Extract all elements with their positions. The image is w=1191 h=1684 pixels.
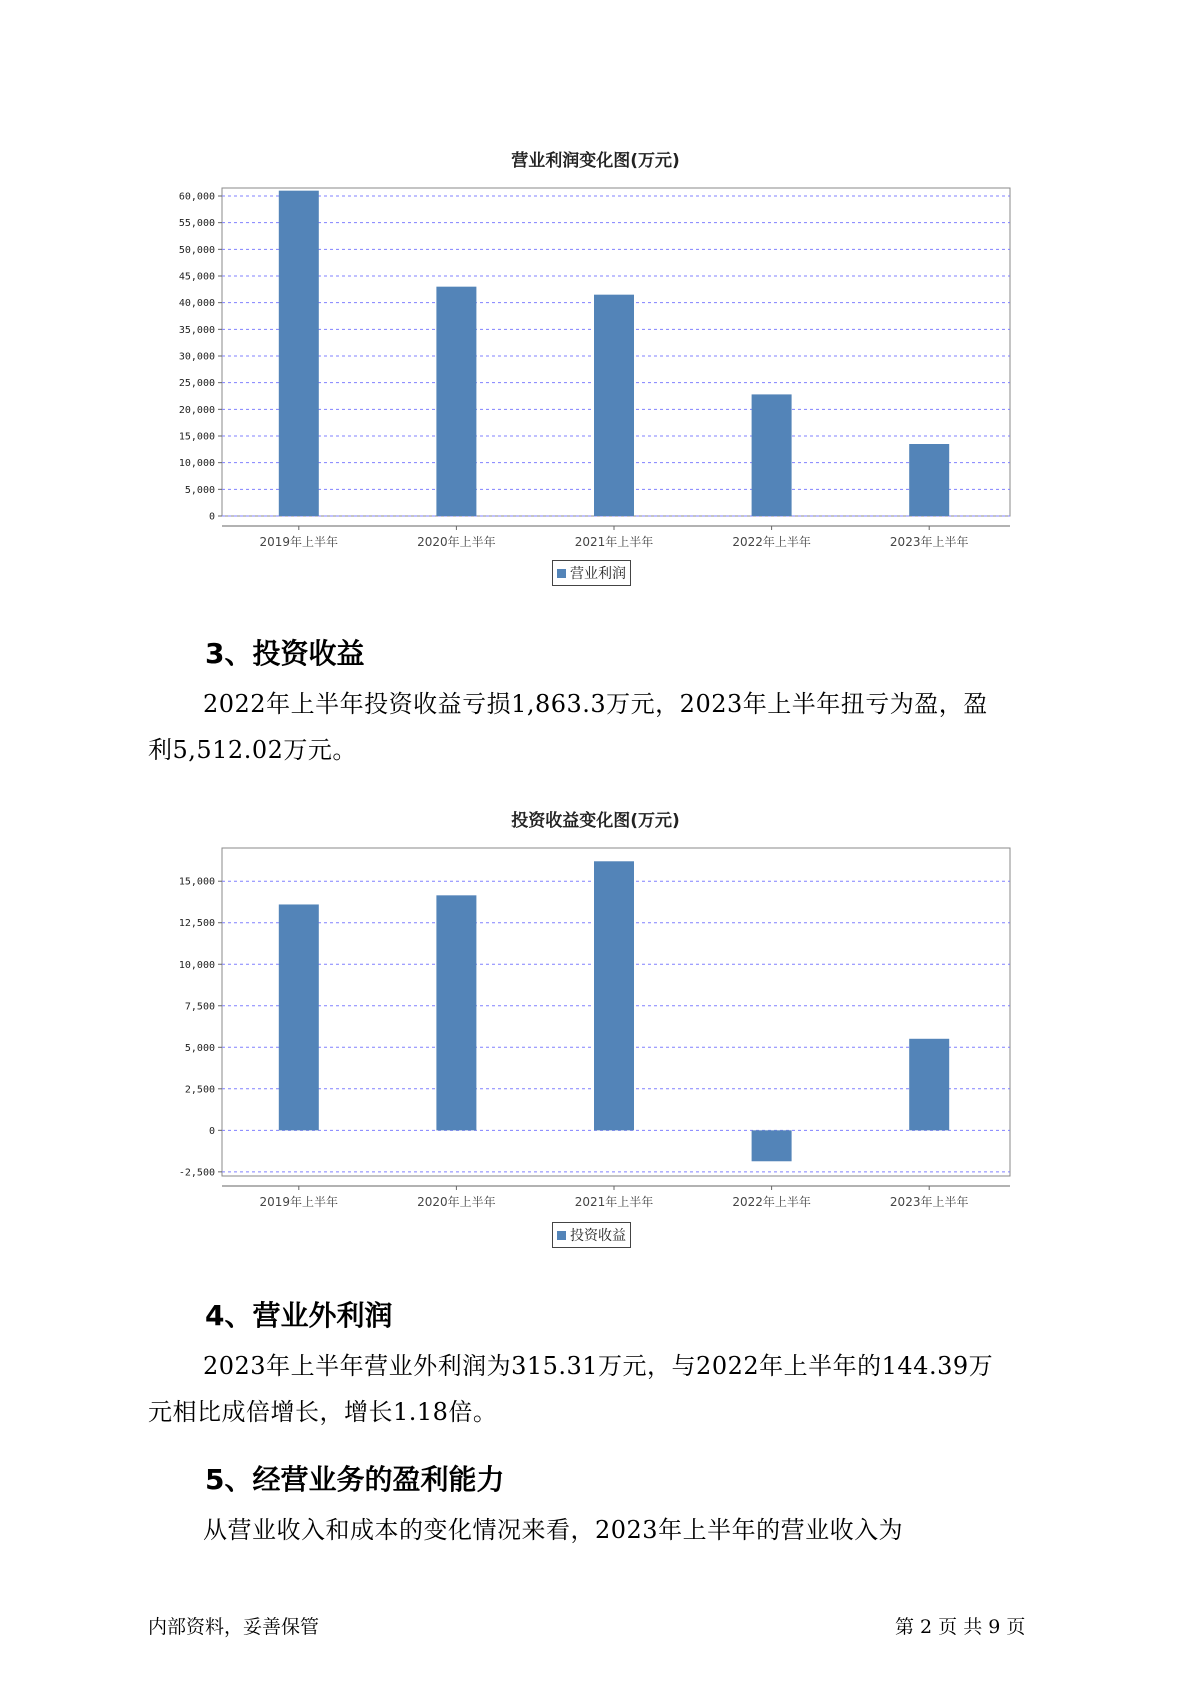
bar	[279, 904, 319, 1130]
y-tick-label: 55,000	[178, 218, 215, 230]
y-tick-label: 25,000	[178, 378, 215, 390]
y-tick-label: 45,000	[178, 271, 215, 283]
y-tick-label: 35,000	[178, 324, 215, 336]
x-tick-label: 2022年上半年	[732, 535, 811, 549]
y-tick-label: 5,000	[184, 484, 215, 496]
section5-line1: 从营业收入和成本的变化情况来看，2023年上半年的营业收入为	[203, 1516, 904, 1544]
x-tick-label: 2021年上半年	[574, 1195, 654, 1209]
section5-heading: 5、经营业务的盈利能力	[205, 1463, 505, 1496]
legend-swatch	[557, 1231, 566, 1240]
chart1-title: 营业利润变化图(万元)	[511, 151, 680, 171]
y-tick-label: 2,500	[184, 1084, 215, 1096]
chart2-legend-label: 投资收益	[570, 1228, 626, 1244]
y-tick-label: 15,000	[178, 876, 215, 888]
y-tick-label: 12,500	[178, 918, 215, 930]
y-tick-label: 50,000	[178, 244, 215, 256]
x-tick-label: 2019年上半年	[259, 1195, 339, 1209]
section4-line1: 2023年上半年营业外利润为315.31万元，与2022年上半年的144.39万	[203, 1352, 994, 1380]
x-tick-label: 2023年上半年	[889, 535, 969, 549]
y-tick-label: 0	[208, 1125, 215, 1137]
section3-line2: 利5,512.02万元。	[148, 736, 357, 764]
y-tick-label: 60,000	[178, 191, 215, 203]
y-tick-label: 15,000	[178, 431, 215, 443]
x-tick-label: 2023年上半年	[889, 1195, 969, 1209]
bar	[752, 1130, 792, 1161]
y-tick-label: 7,500	[184, 1001, 215, 1013]
y-tick-label: 20,000	[178, 404, 215, 416]
y-tick-label: -2,500	[178, 1167, 215, 1179]
bar	[594, 861, 634, 1130]
y-tick-label: 10,000	[178, 458, 215, 470]
y-tick-label: 30,000	[178, 351, 215, 363]
chart2-legend	[552, 1222, 631, 1248]
y-tick-label: 0	[208, 511, 215, 523]
y-tick-label: 40,000	[178, 298, 215, 310]
section4-line2: 元相比成倍增长，增长1.18倍。	[148, 1398, 498, 1426]
x-tick-label: 2020年上半年	[417, 535, 496, 549]
footer-confidential: 内部资料，妥善保管	[148, 1616, 320, 1638]
chart2-title: 投资收益变化图(万元)	[511, 811, 680, 831]
x-tick-label: 2022年上半年	[732, 1195, 811, 1209]
section3-line1: 2022年上半年投资收益亏损1,863.3万元，2023年上半年扭亏为盈，盈	[203, 690, 988, 718]
chart1-legend-label: 营业利润	[570, 566, 626, 582]
section3-heading: 3、投资收益	[205, 637, 365, 670]
section4-heading: 4、营业外利润	[205, 1299, 393, 1332]
x-tick-label: 2021年上半年	[574, 535, 654, 549]
y-tick-label: 10,000	[178, 959, 215, 971]
y-tick-label: 5,000	[184, 1042, 215, 1054]
bar	[436, 895, 476, 1130]
footer-page-number: 第 2 页 共 9 页	[895, 1616, 1026, 1638]
x-tick-label: 2020年上半年	[417, 1195, 496, 1209]
x-tick-label: 2019年上半年	[259, 535, 339, 549]
bar	[909, 1039, 949, 1131]
